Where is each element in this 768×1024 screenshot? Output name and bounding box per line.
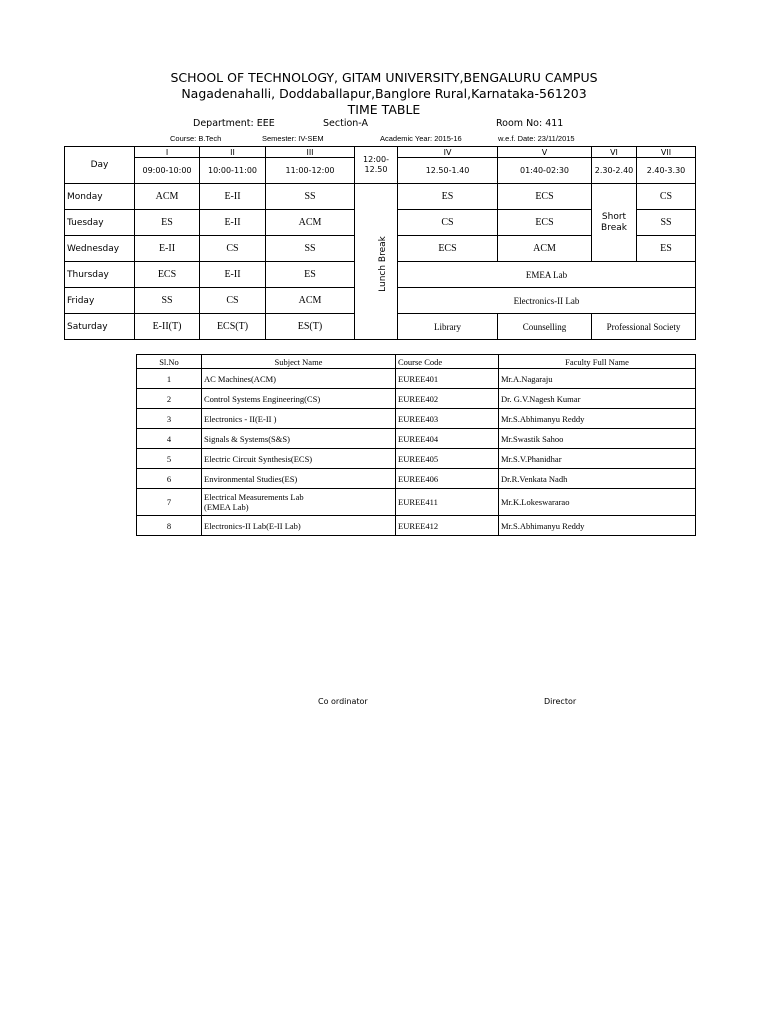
class-cell: ECS (498, 210, 592, 236)
lab-cell: EMEA Lab (398, 262, 696, 288)
class-cell: CS (637, 184, 696, 210)
class-cell: ES (266, 262, 355, 288)
class-cell: SS (135, 288, 200, 314)
subject-name: Control Systems Engineering(CS) (202, 389, 396, 409)
activity-cell: Professional Society (592, 314, 696, 340)
course-code: EUREE412 (396, 516, 499, 536)
day-header: Day (65, 147, 135, 184)
faculty-name: Mr.K.Lokeswararao (499, 489, 696, 516)
course-code: EUREE401 (396, 369, 499, 389)
course-code: EUREE403 (396, 409, 499, 429)
class-cell: ACM (498, 236, 592, 262)
class-cell: SS (266, 184, 355, 210)
lab-cell: Electronics-II Lab (398, 288, 696, 314)
school-address: Nagadenahalli, Doddaballapur,Banglore Rural,Karnataka-561203 (181, 86, 587, 101)
day-name: Saturday (65, 314, 135, 340)
class-cell: ECS (498, 184, 592, 210)
column-header-code: Course Code (396, 355, 499, 369)
course-code: EUREE404 (396, 429, 499, 449)
course-code: EUREE402 (396, 389, 499, 409)
faculty-name: Dr. G.V.Nagesh Kumar (499, 389, 696, 409)
column-header-slno: Sl.No (137, 355, 202, 369)
subject-name: AC Machines(ACM) (202, 369, 396, 389)
director-signature-label: Director (544, 697, 577, 706)
subject-name (202, 489, 396, 516)
period-header-4: IV (398, 147, 498, 158)
period-header-6: VI (592, 147, 637, 158)
class-cell: CS (200, 288, 266, 314)
table-row (137, 469, 696, 489)
serial-number: 8 (137, 516, 202, 536)
subject-name: Signals & Systems(S&S) (202, 429, 396, 449)
serial-number: 4 (137, 429, 202, 449)
subject-name-line: (EMEA Lab) (204, 502, 249, 512)
subject-name: Electronics - II(E-II ) (202, 409, 396, 429)
serial-number: 6 (137, 469, 202, 489)
class-cell: ACM (266, 288, 355, 314)
class-cell: SS (266, 236, 355, 262)
class-cell: ES(T) (266, 314, 355, 340)
serial-number: 7 (137, 489, 202, 516)
period-header-1: I (135, 147, 200, 158)
table-row (137, 489, 696, 516)
subject-name-line: Electrical Measurements Lab (204, 492, 304, 502)
day-name: Wednesday (65, 236, 135, 262)
faculty-name: Mr.S.Abhimanyu Reddy (499, 516, 696, 536)
time-slot-1: 09:00-10:00 (135, 158, 200, 184)
class-cell: ES (637, 236, 696, 262)
subject-table (136, 354, 696, 536)
class-cell: SS (637, 210, 696, 236)
activity-cell: Counselling (498, 314, 592, 340)
course-code: EUREE411 (396, 489, 499, 516)
time-slot-4: 12.50-1.40 (398, 158, 498, 184)
period-header-5: V (498, 147, 592, 158)
time-slot-3: 11:00-12:00 (266, 158, 355, 184)
class-cell: CS (200, 236, 266, 262)
class-cell: ECS (135, 262, 200, 288)
class-cell: CS (398, 210, 498, 236)
time-slot-2: 10:00-11:00 (200, 158, 266, 184)
section-label: Section-A (323, 118, 369, 129)
course-code: EUREE405 (396, 449, 499, 469)
column-header-subject: Subject Name (202, 355, 396, 369)
period-header-3: III (266, 147, 355, 158)
column-header-faculty: Faculty Full Name (499, 355, 696, 369)
period-header-7: VII (637, 147, 696, 158)
table-row (137, 389, 696, 409)
faculty-name: Mr.S.Abhimanyu Reddy (499, 409, 696, 429)
faculty-name: Dr.R.Venkata Nadh (499, 469, 696, 489)
row-monday (65, 184, 696, 210)
subject-name: Electric Circuit Synthesis(ECS) (202, 449, 396, 469)
table-row (137, 409, 696, 429)
time-slot-5: 01:40-02:30 (498, 158, 592, 184)
faculty-name: Mr.S.V.Phanidhar (499, 449, 696, 469)
room-label: Room No: 411 (496, 118, 564, 129)
faculty-name: Mr.Swastik Sahoo (499, 429, 696, 449)
lunch-break-label: Lunch Break (377, 235, 388, 292)
period-header-2: II (200, 147, 266, 158)
day-name: Friday (65, 288, 135, 314)
class-cell: ES (398, 184, 498, 210)
coordinator-signature-label: Co ordinator (318, 697, 368, 706)
table-row (137, 429, 696, 449)
class-cell: ECS(T) (200, 314, 266, 340)
time-slot-7: 2.40-3.30 (637, 158, 696, 184)
time-slot-6: 2.30-2.40 (592, 158, 637, 184)
class-cell: E-II (200, 262, 266, 288)
wef-date-label: w.e.f. Date: 23/11/2015 (498, 134, 575, 143)
serial-number: 5 (137, 449, 202, 469)
serial-number: 1 (137, 369, 202, 389)
academic-year-label: Academic Year: 2015-16 (380, 134, 462, 143)
day-name: Tuesday (65, 210, 135, 236)
school-title: SCHOOL OF TECHNOLOGY, GITAM UNIVERSITY,BENGALURU CAMPUS (170, 70, 598, 85)
day-name: Monday (65, 184, 135, 210)
class-cell: E-II (200, 210, 266, 236)
subject-name: Environmental Studies(ES) (202, 469, 396, 489)
class-cell: E-II (200, 184, 266, 210)
lunch-break-cell (355, 184, 398, 340)
class-cell: ACM (266, 210, 355, 236)
semester-label: Semester: IV-SEM (262, 134, 324, 143)
timetable-title: TIME TABLE (347, 102, 421, 117)
course-label: Course: B.Tech (170, 134, 222, 143)
course-code: EUREE406 (396, 469, 499, 489)
subject-name: Electronics-II Lab(E-II Lab) (202, 516, 396, 536)
class-cell: ECS (398, 236, 498, 262)
table-row (137, 369, 696, 389)
timetable-grid (64, 146, 696, 340)
table-row (137, 449, 696, 469)
subject-table-header (137, 355, 696, 369)
class-cell: ACM (135, 184, 200, 210)
faculty-name: Mr.A.Nagaraju (499, 369, 696, 389)
department-label: Department: EEE (193, 118, 275, 129)
lunch-time-header: 12:00-12.50 (355, 147, 398, 184)
table-row (137, 516, 696, 536)
serial-number: 2 (137, 389, 202, 409)
class-cell: ES (135, 210, 200, 236)
serial-number: 3 (137, 409, 202, 429)
day-name: Thursday (65, 262, 135, 288)
activity-cell: Library (398, 314, 498, 340)
class-cell: E-II(T) (135, 314, 200, 340)
short-break-cell: Short Break (592, 184, 637, 262)
class-cell: E-II (135, 236, 200, 262)
